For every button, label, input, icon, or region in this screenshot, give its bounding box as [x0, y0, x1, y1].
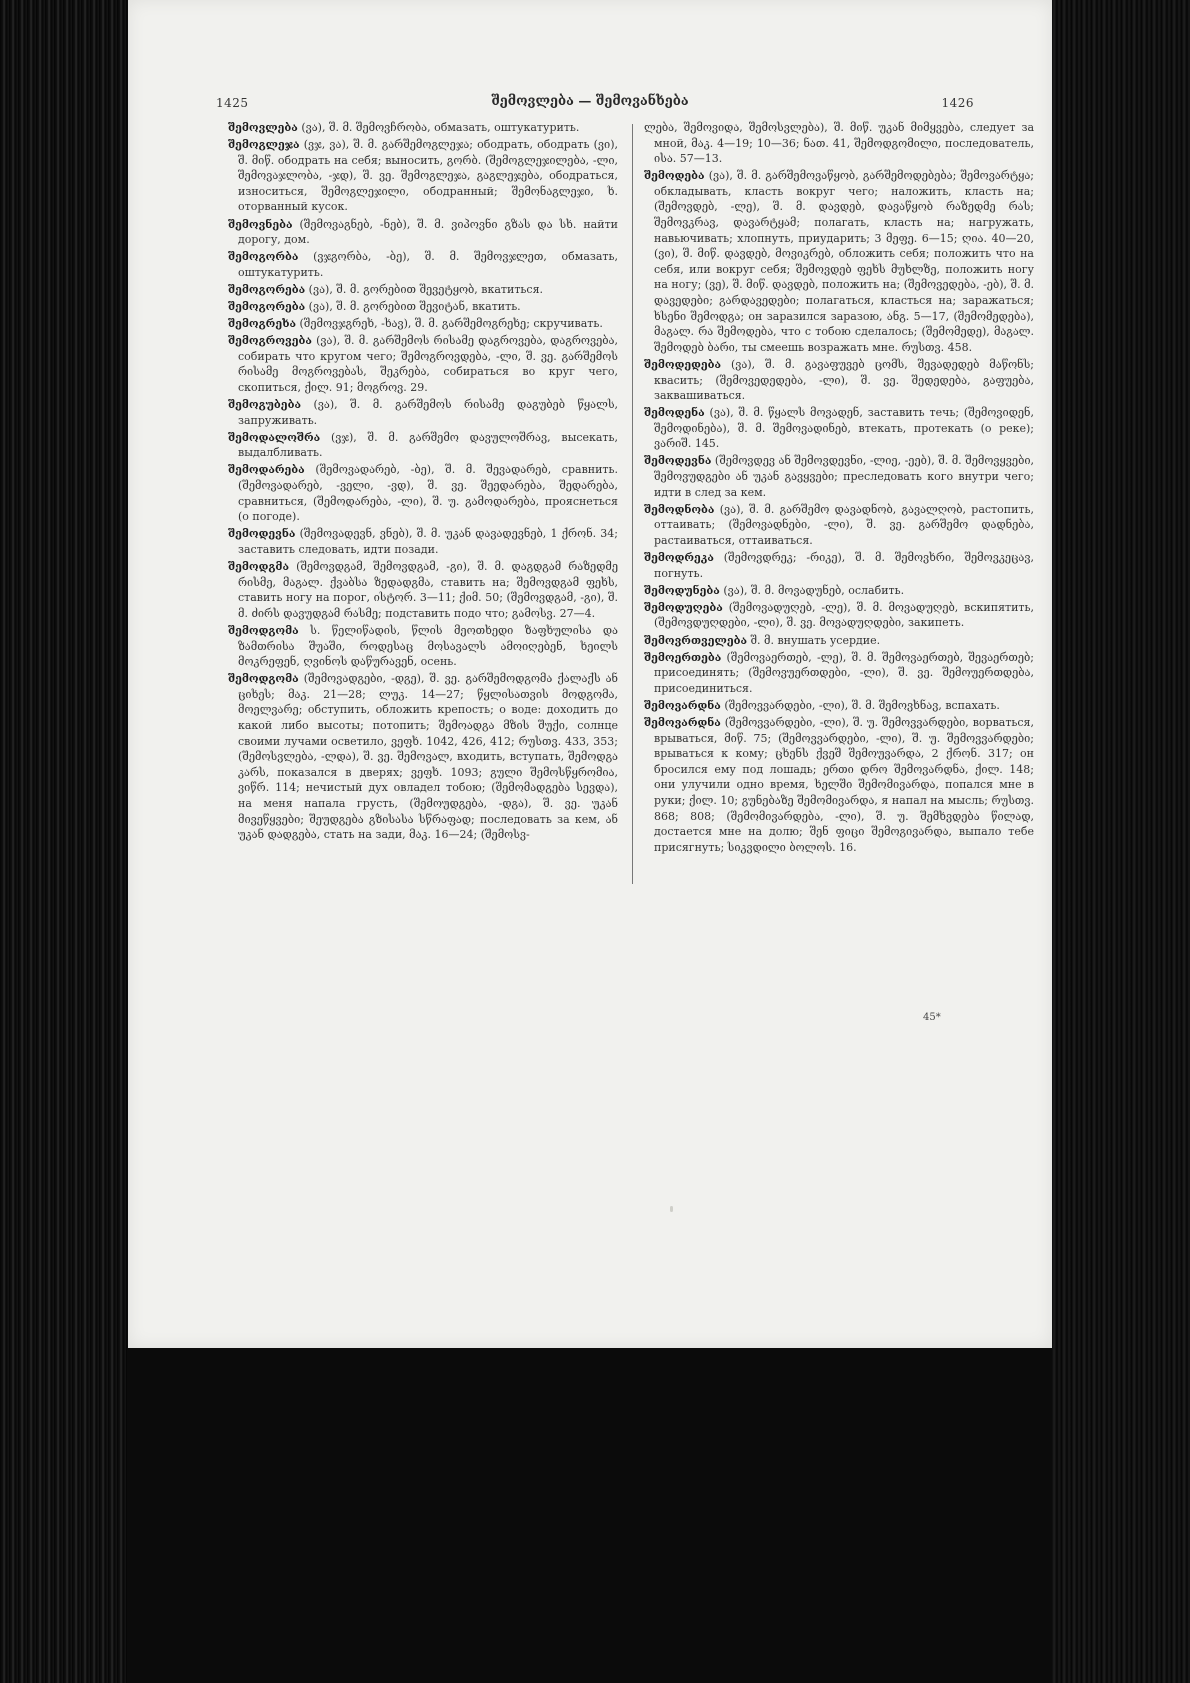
- scan-speck: [670, 1206, 673, 1212]
- left-column: [228, 120, 618, 844]
- entry-headword: შემოდედება: [644, 357, 722, 371]
- dictionary-entry: [644, 405, 1034, 452]
- entry-definition: (შემოვადუღებ, -ლე), შ. მ. მოვადუღებ, вскипятить, (შემოვდუღდები, -ლი), შ. ვე. მოვადუღდები, закипеть.: [654, 600, 1034, 630]
- dictionary-page: [128, 0, 1052, 1348]
- dictionary-entry: [644, 633, 1034, 649]
- entry-definition: (ვა), შ. მ. შემოვჩრობა, обмазать, оштукатурить.: [301, 121, 580, 134]
- dictionary-entry: [228, 430, 618, 461]
- dictionary-entry: [228, 462, 618, 524]
- entry-headword: შემოვნება: [228, 217, 293, 231]
- entry-definition: (ვა), შ. მ. გარშემოვაწყობ, გარშემოდებება; შემოვარტყა; обкладывать, класть вокруг чего; наложить, класть на; (შემოვდებ, -ლე), შ. მ. დავდებ, დავაწყობ რაზედმე რას; შემოვკრავ, დავარტყამ; полагать, класть на; нагружать, навьючивать; хлопнуть, приударить; 3 მეფე. 6—15; ღია. 40—20, (ვი), შ. მიწ. დავდებ, მოვიკრებ, обложить себя; положить что на себя, или вокруг себя; შემოვდებ ფეხს მუხლზე, положить ногу на ногу; (ვე), შ. მიწ. დავდებ, положить на; (შემოვედება, -ებ), შ. მ. დავედები; გარდავედები; полагаться, класться на; заражаться; ხსენი შემოდგა; он заразился заразою, ანგ. 5—17, (შემომედება), მაგალ. რა შემოდება, что с тобою сделалось; (შემომედე), მაგალ. შემოდებ ბარი, ты смеешь возражать мне. რუსთვ. 458.: [654, 169, 1035, 354]
- dictionary-entry: [228, 526, 618, 557]
- entry-definition: (ვჯ), შ. მ. გარშემო დავულოშრავ, высекать, выдалбливать.: [238, 430, 619, 460]
- entry-headword: შემოგრეხა: [228, 317, 296, 331]
- dictionary-entry: [644, 650, 1034, 697]
- dictionary-entry: [228, 299, 618, 315]
- entry-headword: შემოერთება: [644, 650, 722, 664]
- page-number-left: 1425: [216, 96, 249, 110]
- entry-headword: შემოდალოშრა: [228, 430, 321, 444]
- entry-definition: (შემოვადგები, -დგე), შ. ვე. გარშემოდგომა ქალაქს ან ციხეს; მაკ. 21—28; ლუკ. 14—27; წყლისათვის მოდგომა, მოელვარე; обступить, обложить крепость; о воде: доходить до какой либо высоты; потопить; შემოადგა მზის შუქი, солнце своими лучами осветило, ვეფხ. 1042, 426, 412; რუსთვ. 433, 353; (შემოსვლება, -ლდა), შ. ვე. შემოვალ, входить, вступать, შემოდგა კარს, показался в дверях; ვეფხ. 1093; გული შემოსწყრომია, ვიწრ. 114; нечистый дух овладел тобою; (შემომადგება სევდა), на меня напала грусть, (შემოუდგება, -დგა), შ. ვე. უკან მივეწყვები; შეუდგება გზისასა სწრაფად; последовать за кем, ან უკან დადგება, стать на зади, მაკ. 16—24; (შემოსვ-: [238, 672, 618, 842]
- entry-headword: შემოვარდნა: [644, 715, 721, 729]
- entry-definition: ს. წელიწადის, წლის მეოთხედი ზაფხულისა და ზამთრისა შუაში, როდესაც მოსავალს ამოიღებენ, ხეილს მოკრეფენ, ღვინოს დაწურავენ, осень.: [238, 623, 618, 669]
- entry-headword: შემოგლეჯა: [228, 138, 300, 152]
- dictionary-entry: [644, 600, 1034, 631]
- entry-definition: (ვა), შ. მ. გარშემოს რისამე დაგროვება, დაგროვება, собирать что кругом чего; შემოგროვდება, -ლი, შ. ვე. გარშემოს რისამე მოგროვებას, შეკრება, собираться во круг чего, скопиться, ქილ. 91; მოგროვ. 29.: [238, 334, 618, 394]
- entry-headword: შემოდგომა: [228, 623, 299, 637]
- entry-headword: შემოვლება: [228, 121, 298, 134]
- page-number-right: 1426: [941, 96, 974, 110]
- dictionary-entry: [644, 453, 1034, 500]
- entry-headword: შემოდუღება: [644, 600, 723, 614]
- entry-definition: (ვა), შ. მ. მოვადუნებ, ослабить.: [723, 583, 905, 597]
- dictionary-entry: [644, 502, 1034, 549]
- entry-definition: (ვა), შ. მ. წყალს მოვადენ, заставить течь; (შემოვიდენ, შემოდინება), შ. მ. შემოვადინებ, втекать, протекать (о реке); ვარიშ. 145.: [654, 406, 1034, 451]
- entry-definition: (შემოვაერთებ, -ლე), შ. მ. შემოვაერთებ, შევაერთებ; присоединять; (შემოვუერთდები, -ლი), შ. ვე. შემოუერთდება, присоединиться.: [654, 650, 1035, 695]
- entry-definition: (შემოვდევ ან შემოვდევნი, -ლიე, -ეებ), შ. მ. შემოვყვები, შემოვუდგები ან უკან გავყვები; преследовать кого внутри чего; идти в след за кем.: [654, 454, 1035, 499]
- entry-headword: შემოდნობა: [644, 502, 715, 516]
- dictionary-entry: [644, 168, 1034, 355]
- entry-headword: შემოდევნა: [644, 454, 712, 468]
- entry-definition: (შემოვვარდები, -ლი), შ. მ. შემოვხნავ, вспахать.: [724, 698, 1000, 712]
- entry-definition: (შემოვდრეკ; -რიკე), შ. მ. შემოვხრი, შემოვკეცავ, погнуть.: [654, 551, 1034, 580]
- entry-headword: შემოდრეკა: [644, 551, 714, 565]
- entry-headword: შემოდევნა: [228, 527, 296, 541]
- dictionary-entry: [644, 583, 1034, 599]
- entry-definition: (ვა), შ. მ. გარშემოს რისამე დაგუბებ წყალს, запруживать.: [238, 398, 618, 427]
- entry-headword: შემოდენა: [644, 406, 705, 420]
- running-head: შემოვლება — შემოვანხება: [491, 94, 689, 109]
- entry-headword: შემოდება: [644, 169, 705, 183]
- entry-headword: შემოგორება: [228, 282, 306, 296]
- dictionary-entry: [644, 698, 1034, 714]
- entry-headword: შემოდგმა: [228, 560, 289, 574]
- entry-headword: შემოგორბა: [228, 250, 299, 264]
- entry-definition: (ვა), შ. მ. გორებით შევიტან, вкатить.: [308, 300, 521, 314]
- dictionary-entry: [228, 137, 618, 215]
- scan-border-left: [0, 0, 128, 1683]
- entry-headword: შემოდგომა: [228, 672, 299, 686]
- dictionary-entry: [644, 120, 1034, 167]
- entry-headword: შემოგორება: [228, 300, 306, 314]
- entry-definition: (შემოვდგამ, შემოვდგამ, -გი), შ. მ. დაგდგამ რაზედმე რისმე, მაგალ. ქვაბსა ზედადგმა, ставить на; შემოვდგამ ფეხს, ставить ногу на порог, ისტორ. 3—11; ქიმ. 50; (შემოვდგამ, -გი), შ. მ. ძირს დავუდგამ რასმე; подставить подо что; გამოსვ. 27—4.: [238, 560, 618, 620]
- dictionary-entry: [644, 715, 1034, 855]
- dictionary-entry: [644, 550, 1034, 581]
- entry-definition: (ვა), შ. მ. გორებით შევეტყობ, вкатиться.: [308, 282, 544, 296]
- entry-definition: (შემოვვარდები, -ლი), შ. უ. შემოვვარდები, ворваться, врываться, მიწ. 75; (შემოვვარდები, -ლი), შ. უ. შემოვვარდები; врываться к кому; ცხენს ქვეშ შემოუვარდა, 2 ქრონ. 317; он бросился ему под лошадь; ერთი დრო შემოვარდნა, ქილ. 148; они улучили одно время, ხელში შემომივარდა, попался мне в руки; ქილ. 10; გუნებაზე შემომივარდა, я напал на мысль; რუსთვ. 868; 808; (შემომივარდება, -ლი), შ. უ. შემხვდება წილად, достается мне на долю; შენ ფიცი შემოგივარდა, выпало тебе присягнуть; სიკვდილი ბოლოს. 16.: [654, 715, 1034, 854]
- entry-headword: შემოდარება: [228, 463, 305, 477]
- dictionary-entry: [644, 357, 1034, 404]
- entry-definition: (შემოვადევნ, ვნებ), შ. მ. უკან დავადევნებ, 1 ქრონ. 34; заставить следовать, идти позади.: [238, 527, 619, 556]
- scan-border-right: [1052, 0, 1190, 1683]
- dictionary-entry: [228, 397, 618, 428]
- dictionary-entry: [228, 217, 618, 248]
- dictionary-entry: [228, 120, 618, 136]
- entry-definition: (შემოვაგნებ, -ნებ), შ. მ. ვიპოვნი გზას და სხ. найти дорогу, дом.: [238, 217, 618, 247]
- entry-headword: შემოდუნება: [644, 583, 720, 597]
- dictionary-entry: [228, 623, 618, 670]
- entry-headword: შემოგროვება: [228, 334, 312, 348]
- entry-headword: შემოვრთველება: [644, 633, 747, 647]
- dictionary-entry: [228, 559, 618, 621]
- dictionary-entry: [228, 282, 618, 298]
- entry-definition: შ. მ. внушать усердие.: [750, 633, 881, 647]
- dictionary-entry: [228, 333, 618, 395]
- entry-definition: (ვჯ, ვა), შ. მ. გარშემოგლეჯა; ободрать, ободрать (ვი), შ. მიწ. ободрать на себя; выносить, გორბ. (შემოგლეჯილება, -ლი, შემოვაჯლობა, -ჯდ), შ. ვე. შემოგლეჯა, გაგლეჯება, ободраться, износиться, შემოგლეჯილი, ободранный; შემონაგლეჯი, ხ. оторванный кусок.: [238, 138, 619, 214]
- dictionary-entry: [228, 316, 618, 332]
- entry-definition: ლება, შემოვიდა, შემოსვლება), შ. მიწ. უკან მიმყვება, следует за мной, მაკ. 4—19; 10—36; ნათ. 41, შემოდგომილი, последователь, ისა. 57—13.: [644, 121, 1034, 166]
- entry-definition: (შემოვადარებ, -ბე), შ. მ. შევადარებ, сравнить. (შემოვადარებ, -ველი, -ვდ), შ. ვე. შეედარება, შედარება, сравниться, (შემოდარება, -ლი), შ. უ. გამოდარება, прояснеться (о погоде).: [238, 463, 618, 524]
- right-column: [644, 120, 1034, 857]
- column-divider: [632, 124, 633, 884]
- dictionary-entry: [228, 671, 618, 843]
- entry-definition: (ვა), შ. მ. გავაფუვებ ცომს, შევადედებ მაწონს; квасить; (შემოვედედება, -ლი), შ. ვე. შედედება, გაფუება, заквашиваться.: [654, 357, 1034, 403]
- entry-definition: (ვჯგორბა, -ბე), შ. მ. შემოვჯლეთ, обмазать, оштукатурить.: [238, 250, 619, 279]
- dictionary-entry: [228, 249, 618, 280]
- signature-mark: 45*: [923, 1012, 941, 1023]
- entry-definition: (ვა), შ. მ. გარშემო დავადნობ, გავალღობ, растопить, оттаивать; (შემოვადნები, -ლი), შ. ვე. გარშემო დადნება, растаиваться, оттаиваться.: [654, 502, 1034, 547]
- entry-definition: (შემოვჯგრეხ, -ხავ), შ. მ. გარშემოგრეხე; скручивать.: [299, 317, 603, 331]
- entry-headword: შემოვარდნა: [644, 698, 721, 712]
- entry-headword: შემოგუბება: [228, 398, 301, 412]
